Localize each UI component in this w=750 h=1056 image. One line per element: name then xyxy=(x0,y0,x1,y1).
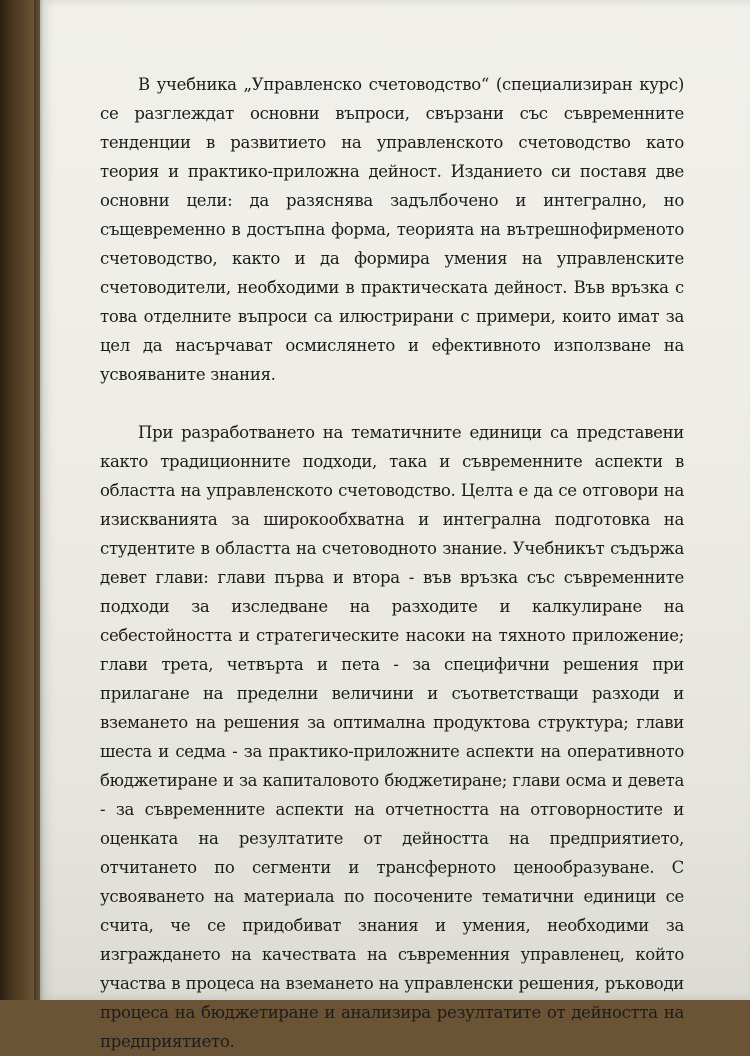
paragraph-1: В учебника „Управленско счетоводство“ (специализиран курс) се разглеждат основни въпроси, свързани със съвременните тенденции в развитието на управленското счетоводство като теория и практико-приложна дейност. Изданието си поставя две основни цели: да разяснява задълбочено и интегрално, но същевременно в достъпна форма, теорията на вътрешнофирменото счетоводство, както и да формира умения на управленските счетоводители, необходими в практическата дейност. Във връзка с това отделните въпроси са илюстрирани с примери, които имат за цел да насърчават осмислянето и ефективното използване на усвояваните знания. xyxy=(100,75,684,384)
page-gutter-shadow xyxy=(34,0,44,1000)
book-spine-edge xyxy=(0,0,12,1000)
paragraph-2: При разработването на тематичните единици са представени както традиционните подходи, така и съвременните аспекти в областта на управленското счетоводство. Целта е да се отговори на изискванията за широкообхватна и интегрална подготовка на студентите в областта на счетоводното знание. Учебникът съдържа девет глави: глави първа и втора - във връзка със съвременните подходи за изследване на разходите и калкулиране на себестойността и стратегическите насоки на тяхното приложение; глави трета, четвърта и пета - за специфични решения при прилагане на пределни величини и съответстващи разходи и вземането на решения за оптимална продуктова структура; глави шеста и седма - за практико-приложните аспекти на оперативното бюджетиране и за капиталовото бюджетиране; глави осма и девета - за съвременните аспекти на отчетността на отговорностите и оценката на резултатите от дейността на предприятието, отчитането по сегменти и трансферното ценообразуване. С усвояването на материала по посочените тематични единици се счита, че се придобиват знания и умения, необходими за изграждането на качествата на съвременния управленец, който участва в процеса на вземането на управленски решения, ръководи процеса на бюджетиране и анализира резултатите от дейността на предприятието. xyxy=(100,423,684,1051)
page-body-text xyxy=(100,70,684,1056)
